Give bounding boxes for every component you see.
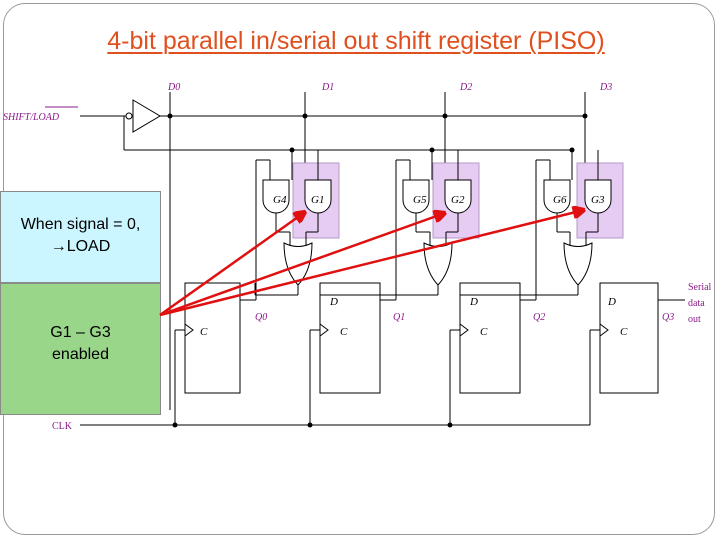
- output-q1: Q1: [393, 312, 406, 323]
- ff1-c-label: C: [340, 326, 348, 338]
- flip-flop-1: [320, 283, 380, 393]
- inverter-bubble: [126, 113, 132, 119]
- buffer-gate: [133, 100, 160, 132]
- ff3-c-label: C: [620, 326, 628, 338]
- label-g6: G6: [553, 194, 567, 206]
- output-q3: Q3: [662, 312, 675, 323]
- load-signal-callout: [0, 191, 161, 283]
- clock-label: CLK: [52, 421, 72, 432]
- output-q2: Q2: [533, 312, 546, 323]
- input-label-d2: D2: [460, 82, 473, 93]
- serial-out-line2: data: [688, 298, 705, 309]
- or-gate-3: [564, 243, 592, 285]
- gates-enabled-callout: [0, 283, 161, 415]
- flip-flop-2: [460, 283, 520, 393]
- input-label-d1: D1: [322, 82, 335, 93]
- enabled-callout-line1: G1 – G3: [50, 324, 111, 341]
- ff2-c-label: C: [480, 326, 488, 338]
- input-label-d0: D0: [168, 82, 181, 93]
- ff1-d-label: D: [330, 296, 338, 308]
- or-gate-1: [284, 243, 312, 285]
- enabled-callout-line2: enabled: [52, 346, 109, 363]
- label-g3: G3: [591, 194, 605, 206]
- serial-out-line3: out: [688, 314, 701, 325]
- label-g2: G2: [451, 194, 465, 206]
- flip-flop-0: [185, 283, 240, 393]
- serial-out-line1: Serial: [688, 282, 712, 293]
- input-label-d3: D3: [600, 82, 613, 93]
- slide-title: 4-bit parallel in/serial out shift register (PISO): [107, 27, 605, 55]
- ff3-d-label: D: [608, 296, 616, 308]
- load-callout-line1: When signal = 0,: [20, 216, 141, 233]
- load-callout-line2: →LOAD: [50, 238, 111, 255]
- label-g5: G5: [413, 194, 427, 206]
- output-q0: Q0: [255, 312, 268, 323]
- label-g4: G4: [273, 194, 287, 206]
- ff2-d-label: D: [470, 296, 478, 308]
- label-g1: G1: [311, 194, 325, 206]
- shift-load-label: SHIFT/LOAD: [3, 112, 60, 123]
- or-gate-2: [424, 243, 452, 285]
- ff0-c-label: C: [200, 326, 208, 338]
